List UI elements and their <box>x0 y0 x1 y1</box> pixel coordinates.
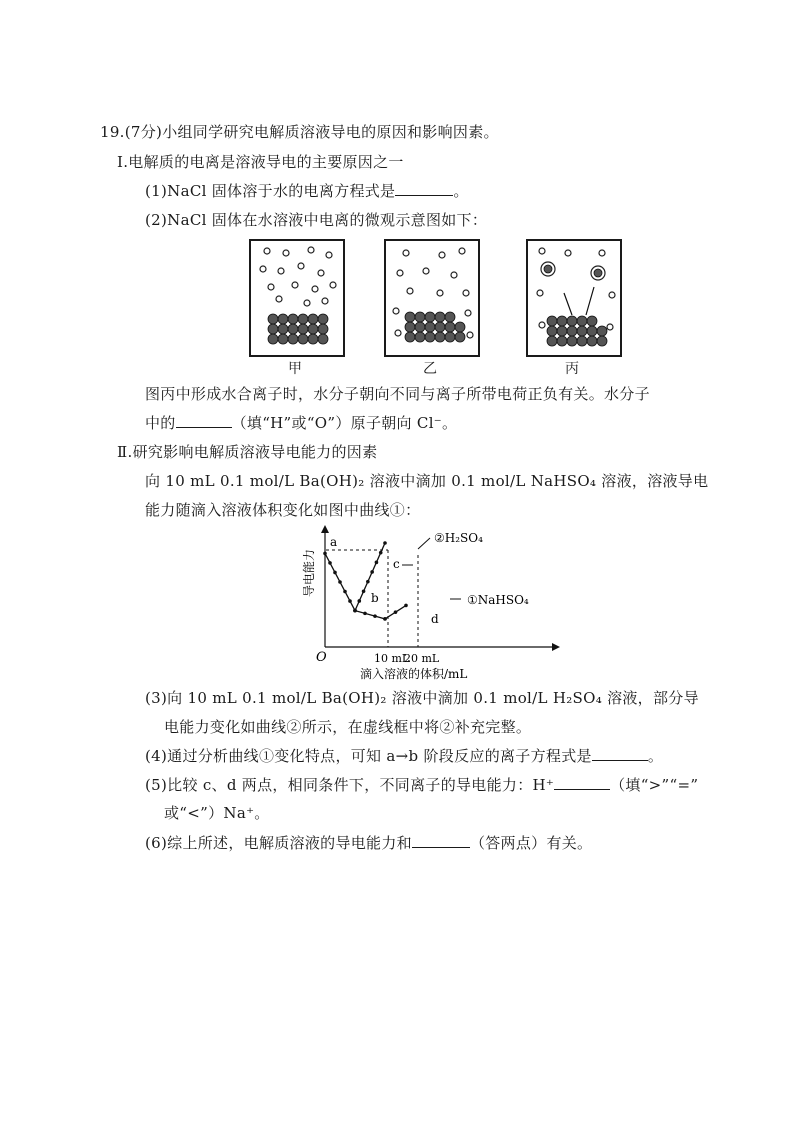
ion-diagram-yi <box>386 241 478 355</box>
series-1-point <box>373 614 377 618</box>
x-tick-10ml: 10 mL <box>374 652 410 665</box>
q4 <box>145 746 663 766</box>
x-axis-label: 滴入溶液的体积/mL <box>360 667 468 681</box>
origin-label: O <box>316 650 327 665</box>
q1-answer-blank[interactable] <box>395 181 453 196</box>
fig-answer-blank[interactable] <box>176 413 232 428</box>
series-1-point <box>363 612 367 616</box>
part1-title: Ⅰ.电解质的电离是溶液导电的主要原因之一 <box>117 153 404 171</box>
y-axis-label: 导电能力 <box>302 548 316 597</box>
series-1-point <box>404 604 408 608</box>
q4-end: 。 <box>647 747 664 765</box>
series-2-point <box>375 561 379 565</box>
q6-answer-blank[interactable] <box>412 833 470 848</box>
part2-title: Ⅱ.研究影响电解质溶液导电能力的因素 <box>117 443 378 461</box>
q5-text: (5)比较 c、d 两点，相同条件下，不同离子的导电能力：H⁺ <box>145 776 555 794</box>
caption-yi: 乙 <box>423 361 437 377</box>
point-label-c: c <box>393 557 400 571</box>
figure-bing <box>526 239 622 357</box>
series-2-point <box>366 580 370 584</box>
series-label-nahso4: ①NaHSO₄ <box>467 593 529 607</box>
series-label-h2so4: ②H₂SO₄ <box>434 531 483 545</box>
series-1-point <box>383 617 387 621</box>
point-label-a: a <box>330 535 338 549</box>
series-1-point <box>348 599 352 603</box>
q5-line-1 <box>145 775 698 795</box>
series-1-point <box>338 580 342 584</box>
series-2-point <box>357 599 361 603</box>
ion-diagram-jia <box>251 241 343 355</box>
h2so4-label-line <box>418 538 430 549</box>
series-1-point <box>394 610 398 614</box>
series-2-point <box>353 609 357 613</box>
series-1-point <box>328 561 332 565</box>
series-2-point <box>370 570 374 574</box>
q6-text: (6)综上所述，电解质溶液的导电能力和 <box>145 834 412 852</box>
series-2-point <box>362 589 366 593</box>
figure-yi <box>384 239 480 357</box>
q1-text: (1)NaCl 固体溶于水的电离方程式是 <box>145 182 396 200</box>
q1 <box>145 181 469 201</box>
series-2-point <box>383 541 387 545</box>
point-label-b: b <box>371 591 379 605</box>
part2-text-1: 向 10 mL 0.1 mol/L Ba(OH)₂ 溶液中滴加 0.1 mol/L NaHSO₄ 溶液，溶液导电 <box>145 472 709 490</box>
series-1-point <box>333 571 337 575</box>
series-2-point <box>379 551 383 555</box>
point-label-d: d <box>431 612 439 626</box>
q3-line-2: 电能力变化如曲线②所示，在虚线框中将②补充完整。 <box>164 718 532 736</box>
caption-bing: 丙 <box>565 361 579 377</box>
q4-text: (4)通过分析曲线①变化特点，可知 a→b 阶段反应的离子方程式是 <box>145 747 592 765</box>
series-1-point <box>343 590 347 594</box>
part2-text-2: 能力随滴入溶液体积变化如图中曲线①： <box>145 501 421 519</box>
fig-text-2-end: （填“H”或“O”）原子朝向 Cl⁻。 <box>231 414 458 432</box>
ion-diagram-bing <box>528 241 620 355</box>
y-axis-arrow <box>321 525 329 533</box>
fig-text-1: 图丙中形成水合离子时，水分子朝向不同与离子所带电荷正负有关。水分子 <box>145 385 650 403</box>
fig-text-2 <box>145 413 457 433</box>
q6-end: （答两点）有关。 <box>469 834 593 852</box>
x-tick-20ml: 20 mL <box>404 652 440 665</box>
fig-text-2-start: 中的 <box>145 414 176 432</box>
caption-jia: 甲 <box>288 361 302 377</box>
q4-answer-blank[interactable] <box>592 746 648 761</box>
q5-fill-hint: （填“>”“=” <box>610 776 699 794</box>
q1-end: 。 <box>453 182 469 200</box>
conductivity-chart <box>300 525 580 685</box>
q5-line-2: 或“<”）Na⁺。 <box>164 804 270 822</box>
q6 <box>145 833 592 853</box>
q3-line-1: (3)向 10 mL 0.1 mol/L Ba(OH)₂ 溶液中滴加 0.1 mol/L H₂SO₄ 溶液，部分导 <box>145 689 699 707</box>
figure-jia <box>249 239 345 357</box>
question-header: 19.(7分)小组同学研究电解质溶液导电的原因和影响因素。 <box>100 123 499 141</box>
q5-answer-blank[interactable] <box>554 775 610 790</box>
q2: (2)NaCl 固体在水溶液中电离的微观示意图如下： <box>145 211 488 229</box>
x-axis-arrow <box>552 643 560 651</box>
series-1-point <box>323 552 327 556</box>
